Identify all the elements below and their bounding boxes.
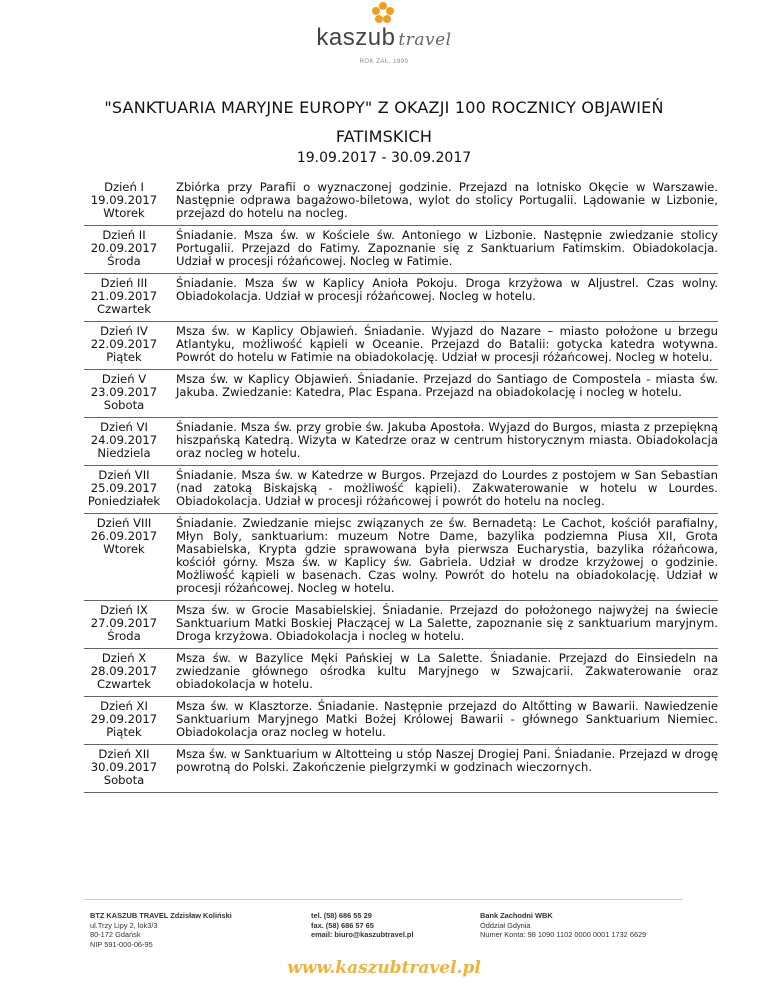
day-weekday: Sobota xyxy=(103,398,145,412)
itinerary-table xyxy=(84,178,718,793)
day-cell xyxy=(84,649,164,697)
day-weekday: Czwartek xyxy=(97,302,151,316)
day-weekday: Środa xyxy=(107,629,141,643)
day-date: 30.09.2017 xyxy=(90,760,158,774)
itinerary-row xyxy=(84,601,718,649)
day-weekday: Czwartek xyxy=(97,677,151,691)
itinerary-row xyxy=(84,649,718,697)
day-cell xyxy=(84,322,164,370)
bank-name: Bank Zachodni WBK xyxy=(480,911,553,920)
day-label: Dzień IV xyxy=(100,324,148,338)
email-link[interactable]: email: biuro@kaszubtravel.pl xyxy=(311,930,414,939)
day-label: Dzień VIII xyxy=(96,516,152,530)
day-label: Dzień XI xyxy=(100,699,148,713)
website-link[interactable]: www.kaszubtravel.pl xyxy=(287,958,481,978)
day-description: Msza św. w Kaplicy Objawień. Śniadanie. Wyjazd do Nazare – miasto położone u brzegu Atlantyku, możliwość kąpieli w Oceanie. Przejazd do Batalii: gotycka katedra wotywna. Powrót do hotelu w Fatimie na obiadokolację. Udział w procesji różańcowej. Nocleg w hotelu. xyxy=(164,322,718,370)
day-cell xyxy=(84,466,164,514)
logo-founded: ROK ZAŁ. 1990 xyxy=(359,59,409,65)
day-date: 21.09.2017 xyxy=(90,289,158,303)
day-weekday: Wtorek xyxy=(103,542,145,556)
itinerary-row xyxy=(84,466,718,514)
day-description: Msza św. w Grocie Masabielskiej. Śniadanie. Przejazd do położonego najwyżej na świecie Sanktuarium Matki Boskiej Płaczącej w La Salette, zapoznanie się z sanktuarium maryjnym. Droga krzyżowa. Obiadokolacja i nocleg w hotelu. xyxy=(164,601,718,649)
day-description: Msza św. w Sanktuarium w Altotteing u stóp Naszej Drogiej Pani. Śniadanie. Przejazd w drogę powrotną do Polski. Zakończenie pielgrzymki w godzinach wieczornych. xyxy=(164,745,718,793)
day-cell xyxy=(84,697,164,745)
itinerary-row xyxy=(84,745,718,793)
itinerary-row xyxy=(84,322,718,370)
day-cell xyxy=(84,514,164,601)
itinerary-row xyxy=(84,697,718,745)
day-date: 22.09.2017 xyxy=(90,337,158,351)
day-cell xyxy=(84,370,164,418)
fax: fax. (58) 686 57 65 xyxy=(311,920,374,930)
day-label: Dzień III xyxy=(100,276,148,290)
nip: NIP 591-000-06-95 xyxy=(90,939,153,949)
day-date: 27.09.2017 xyxy=(90,616,158,630)
flower-logo-icon xyxy=(370,2,396,24)
day-date: 29.09.2017 xyxy=(90,712,158,726)
day-label: Dzień IX xyxy=(100,603,148,617)
itinerary-row xyxy=(84,418,718,466)
day-date: 19.09.2017 xyxy=(90,193,158,207)
day-weekday: Wtorek xyxy=(103,206,145,220)
footer-divider xyxy=(84,899,682,900)
day-label: Dzień II xyxy=(102,228,146,242)
page-title: "SANKTUARIA MARYJNE EUROPY" Z OKAZJI 100 ROCZNICY OBJAWIEŃ FATIMSKICH xyxy=(104,98,664,146)
day-weekday: Środa xyxy=(107,254,141,268)
footer-bank xyxy=(480,911,646,940)
day-description: Śniadanie. Msza św. przy grobie św. Jakuba Apostoła. Wyjazd do Burgos, miasta z przepiękną hiszpańską Katedrą. Wizyta w Katedrze oraz w centrum historycznym miasta. Obiadokolacja oraz nocleg w hotelu. xyxy=(164,418,718,466)
day-label: Dzień V xyxy=(101,372,147,386)
itinerary-row xyxy=(84,178,718,226)
itinerary-row xyxy=(84,226,718,274)
bank-account: Numer Konta: 98 1090 1102 0000 0001 1732 6629 xyxy=(480,930,647,939)
day-cell xyxy=(84,601,164,649)
logo-wordmark: kaszub travel xyxy=(316,24,452,51)
day-label: Dzień VI xyxy=(100,420,148,434)
day-date: 26.09.2017 xyxy=(90,529,158,543)
day-label: Dzień XII xyxy=(98,747,150,761)
footer-contact xyxy=(311,911,414,940)
itinerary-row xyxy=(84,274,718,322)
day-date: 23.09.2017 xyxy=(90,385,158,399)
day-description: Śniadanie. Msza św w Kaplicy Anioła Pokoju. Droga krzyżowa w Aljustrel. Czas wolny. Obiadokolacja. Udział w procesji różańcowej. Nocleg w hotelu. xyxy=(164,274,718,322)
trip-dates: 19.09.2017 - 30.09.2017 xyxy=(296,150,472,166)
day-description: Zbiórka przy Parafii o wyznaczonej godzinie. Przejazd na lotnisko Okęcie w Warszawie. Następnie odprawa bagażowo-biletowa, wylot do stolicy Portugalii. Lądowanie w Lizbonie, przejazd do hotelu na nocleg. xyxy=(164,178,718,226)
day-description: Śniadanie. Msza św. w Kościele św. Antoniego w Lizbonie. Następnie zwiedzanie stolicy Portugalii. Przejazd do Fatimy. Zapoznanie się z Sanktuarium Fatimskim. Obiadokolacja. Udział w procesji różańcowej. Nocleg w Fatimie. xyxy=(164,226,718,274)
bank-branch: Oddział Gdynia xyxy=(480,920,531,930)
day-cell xyxy=(84,745,164,793)
day-cell xyxy=(84,418,164,466)
footer-address xyxy=(90,911,232,949)
street: ul.Trzy Lipy 2, lok3/3 xyxy=(90,920,158,930)
day-label: Dzień X xyxy=(101,651,147,665)
day-label: Dzień I xyxy=(104,180,144,194)
day-weekday: Piątek xyxy=(106,350,142,364)
day-date: 24.09.2017 xyxy=(90,433,158,447)
itinerary-row xyxy=(84,370,718,418)
company-name: BTZ KASZUB TRAVEL Zdzisław Koliński xyxy=(90,911,232,920)
day-date: 28.09.2017 xyxy=(90,664,158,678)
day-description: Śniadanie. Msza św. w Katedrze w Burgos. Przejazd do Lourdes z postojem w San Sebastian (nad zatoką Biskajską - możliwość kąpieli). Zakwaterowanie w hotelu w Lourdes. Obiadokolacja. Udział w procesji różańcowej i powrót do hotelu na nocleg. xyxy=(164,466,718,514)
city: 80-172 Gdańsk xyxy=(90,930,141,939)
day-cell xyxy=(84,226,164,274)
day-description: Msza św. w Kaplicy Objawień. Śniadanie. Przejazd do Santiago de Compostela - miasta św. Jakuba. Zwiedzanie: Katedra, Plac Espana. Przejazd na obiadokolację i nocleg w hotelu. xyxy=(164,370,718,418)
day-weekday: Sobota xyxy=(103,773,145,787)
day-date: 20.09.2017 xyxy=(90,241,158,255)
day-weekday: Piątek xyxy=(106,725,142,739)
phone: tel. (58) 686 55 29 xyxy=(311,911,372,920)
day-cell xyxy=(84,178,164,226)
day-weekday: Poniedziałek xyxy=(87,494,161,508)
day-weekday: Niedziela xyxy=(97,446,151,460)
day-description: Śniadanie. Zwiedzanie miejsc związanych ze św. Bernadetą: Le Cachot, kościół parafialny, Młyn Boly, sanktuarium: muzeum Notre Dame, bazylika podziemna Piusa XII, Grota Masabielska, Krypta gdzie sprawowana była pierwsza Eucharystia, bazylika różańcowa, kościół górny. Msza św. w Kaplicy św. Gabriela. Udział w drodze krzyżowej o godzinie. Możliwość kąpieli w basenach. Czas wolny. Powrót do hotelu na obiadokolację. Udział w procesji różańcowej. Nocleg w hotelu. xyxy=(164,514,718,601)
day-description: Msza św. w Bazylice Męki Pańskiej w La Salette. Śniadanie. Przejazd do Einsiedeln na zwiedzanie głównego ośrodka kultu Maryjnego w Szwajcarii. Zakwaterowanie oraz obiadokolacja w hotelu. xyxy=(164,649,718,697)
day-label: Dzień VII xyxy=(98,468,150,482)
day-cell xyxy=(84,274,164,322)
day-description: Msza św. w Klasztorze. Śniadanie. Następnie przejazd do Altőtting w Bawarii. Nawiedzenie Sanktuarium Maryjnego Matki Bożej Królowej Bawarii - głównego Sanktuarium Niemiec. Obiadokolacja oraz nocleg w hotelu. xyxy=(164,697,718,745)
itinerary-row xyxy=(84,514,718,601)
day-date: 25.09.2017 xyxy=(90,481,158,495)
